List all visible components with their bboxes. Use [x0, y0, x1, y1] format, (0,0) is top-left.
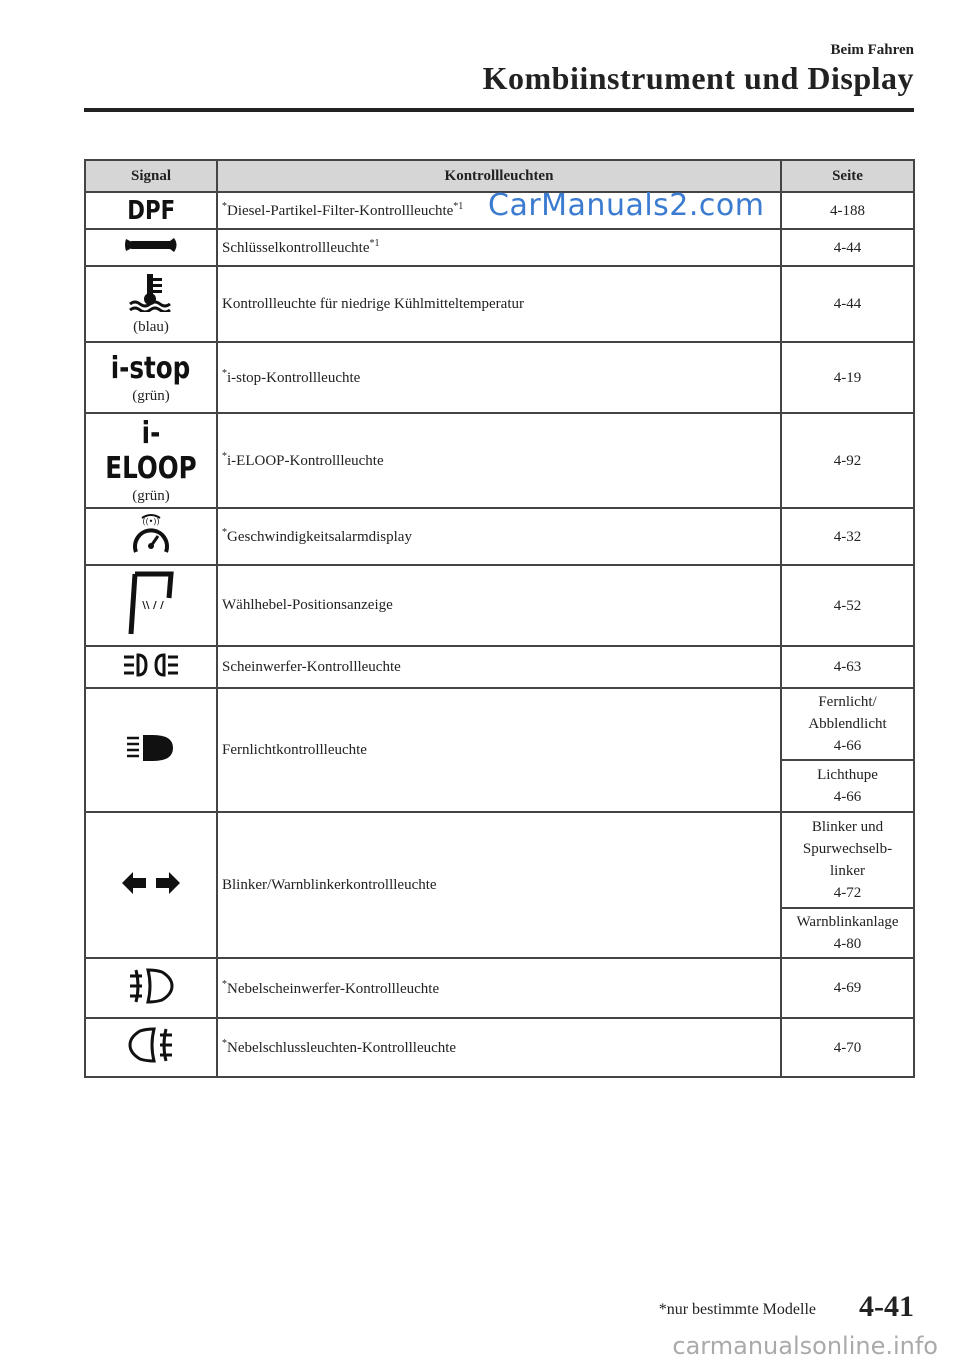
table-row — [85, 413, 914, 508]
col-header-lights: Kontrollleuchten — [217, 160, 781, 192]
signal-cell — [85, 508, 217, 565]
optional-marker: * — [222, 451, 227, 462]
section-label: Beim Fahren — [830, 42, 914, 58]
signal-cell — [85, 192, 217, 229]
front-fog-icon — [128, 966, 174, 1011]
dpf-icon — [122, 196, 180, 226]
light-name-cell — [217, 812, 781, 958]
table-row — [85, 688, 914, 760]
optional-marker: * — [222, 527, 227, 538]
header-rule — [84, 108, 914, 112]
light-name: Scheinwerfer-Kontrollleuchte — [222, 658, 401, 675]
table-row — [85, 229, 914, 266]
headlight-icon — [122, 651, 180, 684]
table-row — [85, 1018, 914, 1077]
optional-marker: * — [222, 201, 227, 212]
page-ref: 4-188 — [781, 192, 914, 229]
light-name: i-ELOOP-Kontrollleuchte — [227, 453, 384, 469]
light-name-cell — [217, 266, 781, 342]
table-row — [85, 508, 914, 565]
signal-cell — [85, 688, 217, 812]
signal-cell — [85, 565, 217, 646]
optional-marker: * — [222, 368, 227, 379]
signal-cell — [85, 646, 217, 688]
warning-lights-table — [84, 159, 915, 1078]
footnote-ref: *1 — [369, 238, 380, 249]
table-row — [85, 342, 914, 413]
svg-text:\\ / /: \\ / / — [142, 600, 164, 611]
light-name-cell — [217, 413, 781, 508]
page-ref: 4-32 — [781, 508, 914, 565]
table-row — [85, 812, 914, 908]
page-ref: 4-44 — [781, 266, 914, 342]
page-ref: 4-63 — [781, 646, 914, 688]
light-name-cell — [217, 646, 781, 688]
page-ref: 4-70 — [781, 1018, 914, 1077]
signal-cell — [85, 812, 217, 958]
light-name: Blinker/Warnblinkerkontrollleuchte — [222, 876, 437, 893]
icon-text: i-ELOOP — [105, 416, 197, 486]
page-title: Kombiinstrument und Display — [482, 60, 914, 96]
high-beam-icon — [125, 733, 177, 768]
signal-cell — [85, 342, 217, 413]
light-name-cell — [217, 508, 781, 565]
icon-text: DPF — [127, 195, 175, 226]
rear-fog-icon — [128, 1025, 174, 1070]
light-name: Schlüsselkontrollleuchte — [222, 240, 370, 256]
page-ref: 4-52 — [781, 565, 914, 646]
wrench-icon — [122, 234, 180, 261]
i-stop-icon — [102, 351, 199, 386]
signal-cell — [85, 413, 217, 508]
signal-cell — [85, 958, 217, 1018]
signal-cell — [85, 229, 217, 266]
col-header-page: Seite — [781, 160, 914, 192]
page-number: 4-41 — [859, 1290, 914, 1323]
light-name: Nebelscheinwerfer-Kontrollleuchte — [227, 980, 440, 997]
svg-text:((•)): ((•)) — [142, 517, 160, 526]
footnote-ref: *1 — [453, 201, 464, 212]
col-header-signal: Signal — [85, 160, 217, 192]
page-ref: Lichthupe 4-66 — [781, 760, 914, 812]
table-row — [85, 958, 914, 1018]
page-ref: 4-92 — [781, 413, 914, 508]
light-name-cell — [217, 958, 781, 1018]
light-name-cell — [217, 342, 781, 413]
page-ref: 4-69 — [781, 958, 914, 1018]
icon-text: i-stop — [111, 350, 191, 386]
light-name-cell — [217, 565, 781, 646]
light-name-cell — [217, 1018, 781, 1077]
light-name: Geschwindigkeitsalarmdisplay — [227, 529, 412, 545]
light-name: Fernlichtkontrollleuchte — [222, 741, 367, 758]
footnote: *nur bestimmte Modelle — [658, 1301, 816, 1318]
signal-color-label: (grün) — [132, 387, 170, 404]
optional-marker: * — [222, 978, 227, 990]
table-row — [85, 646, 914, 688]
site-watermark: carmanualsonline.info — [672, 1332, 938, 1360]
speed-alarm-icon — [128, 512, 174, 561]
signal-color-label: (grün) — [132, 488, 170, 504]
page-ref: 4-44 — [781, 229, 914, 266]
light-name: Wählhebel-Positionsanzeige — [222, 597, 393, 613]
light-name: Nebelschlussleuchten-Kontrollleuchte — [227, 1040, 457, 1056]
light-name: Diesel-Partikel-Filter-Kontrollleuchte — [227, 203, 454, 219]
light-name: i-stop-Kontrollleuchte — [227, 370, 361, 386]
turn-signal-icon — [120, 870, 182, 901]
i-eloop-icon — [90, 416, 212, 486]
table-row — [85, 266, 914, 342]
watermark: CarManuals2.com — [488, 188, 765, 223]
light-name-cell — [217, 688, 781, 812]
signal-color-label: (blau) — [133, 319, 169, 335]
light-name: Kontrollleuchte für niedrige Kühlmitteltemperatur — [222, 295, 524, 312]
gear-position-icon — [125, 568, 177, 643]
table-row — [85, 565, 914, 646]
page-ref: Blinker und Spurwechselb- linker 4-72 — [781, 812, 914, 908]
page-ref: 4-19 — [781, 342, 914, 413]
light-name-cell — [217, 229, 781, 266]
signal-cell — [85, 266, 217, 342]
coolant-temperature-icon — [128, 272, 174, 317]
signal-cell — [85, 1018, 217, 1077]
page-ref: Fernlicht/ Abblendlicht 4-66 — [781, 688, 914, 760]
page-ref: Warnblinkanlage 4-80 — [781, 908, 914, 958]
optional-marker: * — [222, 1038, 227, 1049]
